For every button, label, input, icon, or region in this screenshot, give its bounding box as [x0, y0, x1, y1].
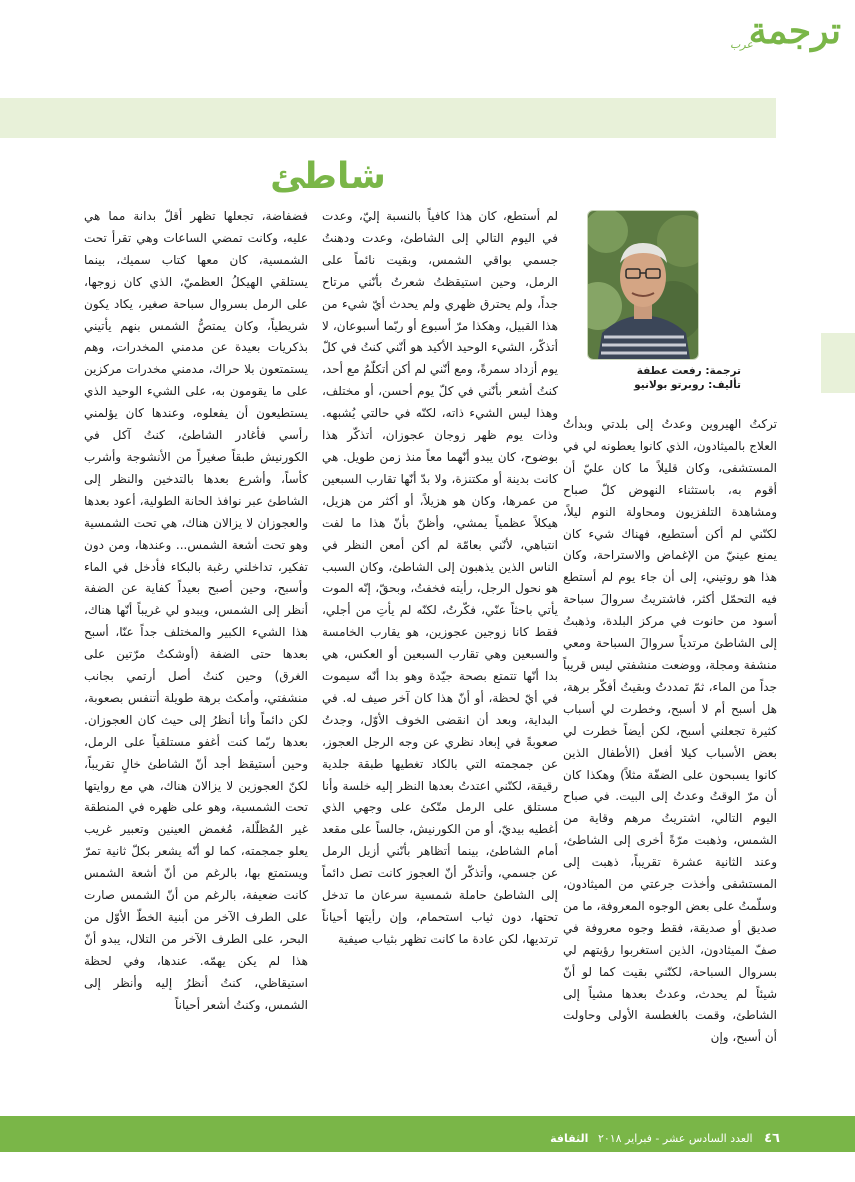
text-column-middle: لم أستطع، كان هذا كافياً بالنسبة إليّ، وعدت في اليوم التالي إلى الشاطئ، وعدت ودهنتُ جسمي بواقي الشمس، وبقيت نائماً على الرمل، وحين استيقظتُ شعرتُ بأنّني مرتاح جداً، ولم يحترق ظهري ولم يحدث أيّ شيء من هذا القبيل، وهكذا مرّ أسبوع أو ربّما أسبوعان، لا أتذكّر، الشيء الوحيد الأكيد هو أنّني كنتُ في كلّ يوم أزداد سمرةً، ومع أنّني لم أكن أتكلّمُ مع أحد، كنتُ أشعر بأنّني في كلّ يوم أحسن، أو مختلف، وهذا ليس الشيء ذاته، لكنّه في حالتي يُشبهه. وذات يوم ظهر زوجان عجوزان، أتذكّر هذا بوضوح، كان يبدو أنّهما معاً منذ زمن طويل. هي كانت بدينة أو مكتنزة، ولا بدّ أنّها تقارب السبعين من عمرها، وكان هو هزيلاً، أو أكثر من هزيل، هيكلاً عظمياً يمشي، وأظنّ بأنّ هذا ما لفت انتباهي، لأنّني بعامّة لم أكن أمعن النظر في الناس الذين يذهبون إلى الشاطئ، وكان السبب هو نحول الرجل، رأيته فخفتُ، وبحقّ، إنّه الموت يأتي باحثاً عنّي، فكّرتُ، لكنّه لم يأتِ من أجلي، فقط كانا زوجين عجوزين، هو يقارب الخامسة والسبعين وهي تقارب السبعين أو العكس، هي بدا أنّها تتمتع بصحة جيّدة وهو بدا أنّه سيموت في أيّ لحظة، أو أنّ هذا كان آخر صيف له. في البداية، وبعد أن انقضى الخوف الأوّل، وجدتُ صعوبةً في إبعاد نظري عن وجه الرجل العجوز، عن جمجمته التي بالكاد تغطيها طبقة جلدية رقيقة، لكنّني اعتدتُ بعدها النظر إليه خلسة وأنا مستلق على الرمل متّكئ على وجهي الذي أغطيه بيديّ، أو من الكورنيش، جالساً على مقعد أمام الشاطئ، بينما أتظاهر بأنّني أزيل الرمل عن جسمي، وأتذكّر أنّ العجوز كانت تصل دائماً إلى الشاطئ حاملة شمسية سرعان ما تدخل تحتها، دون ثياب استحمام، وإن رأيتها أحياناً ترتديها، لكن عادة ما كانت تظهر بثياب صيفية [322, 209, 558, 946]
translator-credit: ترجمة: رفعت عطفة [636, 365, 741, 377]
section-sublabel: عرب [730, 38, 753, 51]
magazine-name: الثقافة [550, 1132, 589, 1145]
header-band [0, 98, 776, 138]
portrait-image [588, 211, 698, 359]
author-photo [587, 210, 699, 360]
text-column-left: فضفاضة، تجعلها تظهر أقلّ بدانة مما هي عليه، وكانت تمضي الساعات وهي تقرأ تحت الشمسية، كان معها كتاب سميك، بينما يستلقي الهيكلُ العظميّ، الذي كان زوجها، على الرمل بسروال سباحة صغير، يكاد يكون شريطياً، وكان يمتصُّ الشمس بنهم يأتيني بذكريات بعيدة عن مدمني المخدرات، وهم يستمتعون بلا حراك، مدمني مخدرات مركزين على ما يقومون به، على الشيء الوحيد الذي يستطيعون أن يفعلوه، وعندها كان يؤلمني رأسي فأغادر الشاطئ، كنتُ آكل في الكورنيش طبقاً صغيراً من الأنشوجة وأشرب كأساً، وأشرع بعدها بالتدخين والنظر إلى الشاطئ عبر نوافذ الحانة الطولية، أعود بعدها والعجوزان لا يزالان هناك، هي تحت الشمسية وهو تحت أشعة الشمس... وعندها، ومن دون تفكير، تداخلني رغبة بالبكاء فأدخل في الماء وأسبح، وحين أصبح بعيداً كفاية عن الضفة أنظر إلى الشمس، ويبدو لي غريباً أنّها هناك، هذا الشيء الكبير والمختلف جداً عنّا، أسبح بعدها حتى الضفة (أوشكتُ مرّتين على الغرق) وحين كنتُ أصل أرتمي بجانب منشفتي، وأمكث برهة طويلة أتنفس بصعوبة، لكن دائماً وأنا أنظرُ إلى حيث كان العجوزان. بعدها ربّما كنت أغفو مستلقياً على الرمل، وحين أستيقظ أجد أنّ الشاطئ خالٍ تقريباً، لكنّ العجوزين لا يزالان هناك، هي مع روايتها تحت الشمسية، وهو على ظهره في المنطقة غير المُظلّلة، مُغمض العينين وتعبير غريب يعلو جمجمته، كما لو أنّه يشعر بكلّ ثانية تمرّ ويستمتع بها، بالرغم من أنّ أشعة الشمس كانت ضعيفة، بالرغم من أنّ الشمس صارت على الطرف الآخر من أبنية الخطّ الأوّل من البحر، على الطرف الآخر من التلال، يبدو أنّ هذا لم يكن يهمّه. عندها، وفي لحظة استيقاظي، كنتُ أنظرُ إليه وأنظر إلى الشمس، وكنتُ أشعر أحياناً [84, 209, 308, 1012]
section-header [681, 4, 841, 66]
issue-info: العدد السادس عشر - فبراير ٢٠١٨ [597, 1132, 753, 1145]
article-credits [563, 364, 741, 392]
page-number: ٤٦ [764, 1131, 780, 1146]
article-title: شاطئ [270, 156, 386, 197]
footer-info [508, 1131, 780, 1146]
text-column-right: تركتُ الهيروين وعدتُ إلى بلدتي وبدأتُ العلاج بالميثادون، الذي كانوا يعطونه لي في المستشفى، وكان قليلاً ما كان عليّ أن أقوم به، باستثناء النهوض كلّ صباح ومشاهدة التلفزيون ومحاولة النوم ليلاً، لكنّني لم أكن أستطيع، فهناك شيء كان يمنع عينيّ من الإغماض والاستراحة، وكان هذا هو روتيني، إلى أن جاء يوم لم أستطع فيه التحمّل أكثر، فاشتريتُ سروالَ سباحة أسود من حانوت في مركز البلدة، وذهبتُ إلى الشاطئ مرتدياً سروالَ السباحة ومعي منشفة ومجلة، ووضعت منشفتي ليس قريباً جداً من الماء، ثمّ تمددتُ وبقيتُ أفكّر برهة، هل أسبح أم لا أسبح، وخطرت لي أسباب كثيرة تجعلني أسبح، لكن أيضاً خطرت لي بعض الأسباب كيلا أفعل (الأطفال الذين كانوا يسبحون على الضفّة مثلاً) وهكذا كان أن مرّ الوقتُ وعدتُ إلى البيت. في صباح اليوم التالي، اشتريتُ مرهم وقاية من الشمس، وذهبت مرّةً أخرى إلى الشاطئ، وعند الثانية عشرة تقريباً، ذهبت إلى المستشفى وأخذت جرعتي من الميثادون، وسلّمتُ على بعض الوجوه المعروفة، ما من صديق أو صديقة، فقط وجوه معروفة في صفّ الميثادون، الذين استغربوا رؤيتهم لي بسروال السباحة، لكنّني بقيت كما لو أنّ شيئاً لم يحدث، وعدتُ بعدها مشياً إلى الشاطئ، وقمت بالغطسة الأولى وحاولت أن أسبح، وإن [563, 417, 777, 1045]
side-tab [821, 333, 855, 393]
section-label: ترجمة [748, 10, 841, 52]
author-credit: تأليف: روبرتو بولانيو [634, 379, 741, 391]
